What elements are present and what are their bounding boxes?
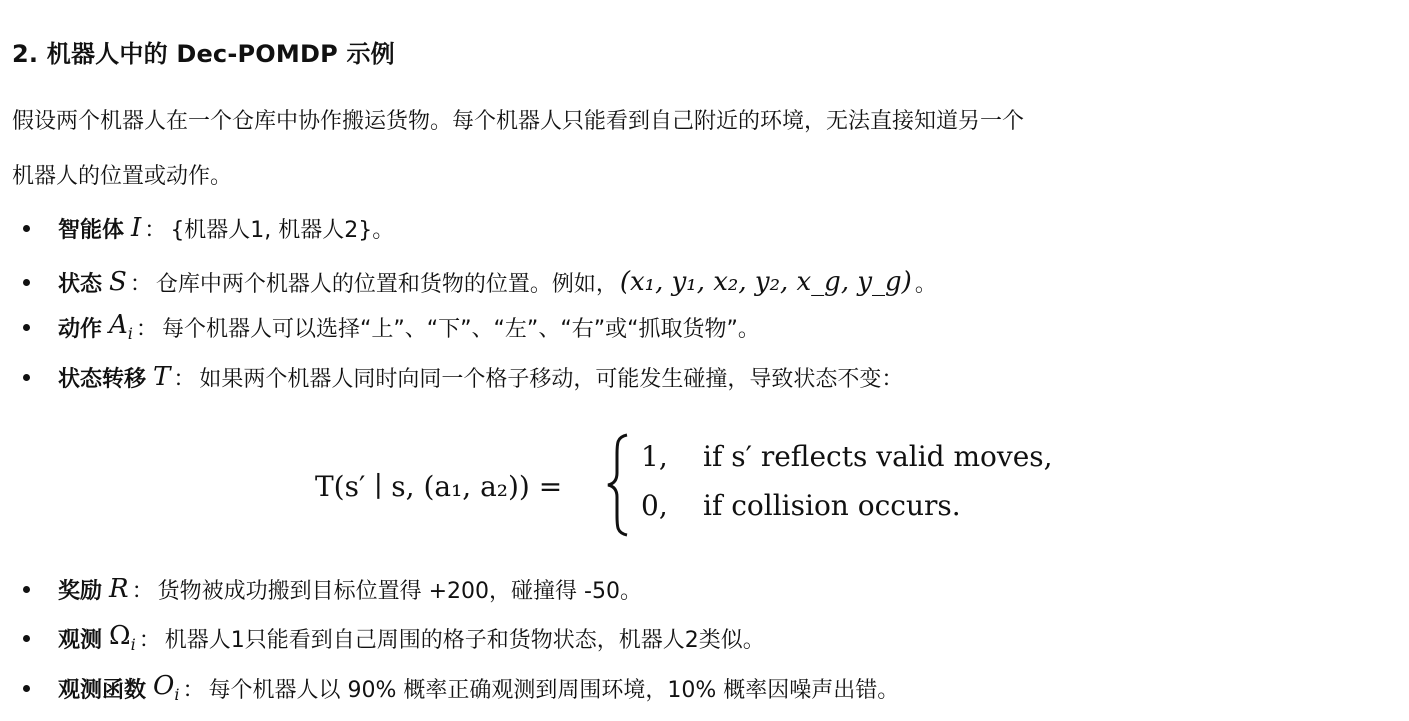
bullet-dot bbox=[23, 685, 30, 692]
item-symbol: R bbox=[109, 574, 129, 604]
item-colon: ： bbox=[182, 677, 205, 703]
symbol-base: Ω bbox=[109, 621, 131, 652]
symbol-sub: i bbox=[127, 324, 133, 344]
item-term: 状态 bbox=[58, 271, 103, 297]
item-symbol: I bbox=[131, 213, 142, 243]
item-text-after: 。 bbox=[914, 271, 937, 297]
item-text: 每个机器人可以选择“上”、“下”、“左”、“右”或“抓取货物”。 bbox=[161, 316, 760, 342]
item-term: 状态转移 bbox=[58, 366, 147, 392]
item-colon: ： bbox=[129, 271, 152, 297]
item-term: 动作 bbox=[58, 316, 103, 342]
bullet-dot bbox=[23, 324, 30, 331]
bullet-dot bbox=[23, 635, 30, 642]
item-symbol: T bbox=[153, 362, 171, 392]
symbol-sub: i bbox=[174, 685, 180, 705]
symbol-base: O bbox=[153, 671, 175, 702]
paragraph-line: 机器人的位置或动作。 bbox=[12, 164, 233, 189]
item-text: 机器人1只能看到自己周围的格子和货物状态，机器人2类似。 bbox=[164, 627, 765, 653]
symbol-sub: i bbox=[130, 635, 136, 655]
case-value: 0, bbox=[641, 489, 668, 522]
item-term: 观测函数 bbox=[58, 677, 147, 703]
item-symbol bbox=[109, 621, 136, 654]
item-text: 仓库中两个机器人的位置和货物的位置。例如， bbox=[155, 271, 618, 297]
bullet-dot bbox=[23, 279, 30, 286]
bullet-dot bbox=[23, 586, 30, 593]
item-colon: ： bbox=[138, 627, 161, 653]
left-brace-icon bbox=[605, 433, 631, 537]
item-colon: ： bbox=[173, 366, 196, 392]
equation-case bbox=[641, 440, 1053, 473]
case-value: 1, bbox=[641, 440, 668, 473]
state-tuple-math: (x₁, y₁, x₂, y₂, x_g, y_g) bbox=[619, 267, 912, 297]
case-condition: if collision occurs. bbox=[703, 489, 961, 522]
paragraph-line: 假设两个机器人在一个仓库中协作搬运货物。每个机器人只能看到自己附近的环境，无法直接知道另一个 bbox=[12, 109, 1025, 134]
bullet-dot bbox=[23, 374, 30, 381]
item-text: 每个机器人以 90% 概率正确观测到周围环境，10% 概率因噪声出错。 bbox=[208, 677, 900, 703]
item-text: 如果两个机器人同时向同一个格子移动，可能发生碰撞，导致状态不变： bbox=[199, 366, 904, 392]
bullet-dot bbox=[23, 225, 30, 232]
item-colon: ： bbox=[131, 578, 154, 604]
intro-paragraph bbox=[12, 94, 1392, 204]
item-term: 观测 bbox=[58, 627, 103, 653]
item-colon: ： bbox=[135, 316, 158, 342]
item-symbol bbox=[109, 310, 133, 343]
item-colon: ： bbox=[144, 217, 167, 243]
case-condition: if s′ reflects valid moves, bbox=[703, 440, 1053, 473]
item-term: 智能体 bbox=[58, 217, 125, 243]
symbol-base: A bbox=[109, 310, 128, 341]
item-text: 货物被成功搬到目标位置得 +200，碰撞得 -50。 bbox=[157, 578, 642, 604]
section-heading: 2. 机器人中的 Dec-POMDP 示例 bbox=[12, 40, 395, 68]
item-symbol bbox=[153, 671, 179, 704]
item-text: {机器人1, 机器人2}。 bbox=[170, 217, 395, 243]
item-symbol: S bbox=[109, 267, 127, 297]
equation-lhs: T(s′ ∣ s, (a₁, a₂)) = bbox=[315, 470, 563, 503]
equation-case bbox=[641, 489, 961, 522]
item-term: 奖励 bbox=[58, 578, 103, 604]
